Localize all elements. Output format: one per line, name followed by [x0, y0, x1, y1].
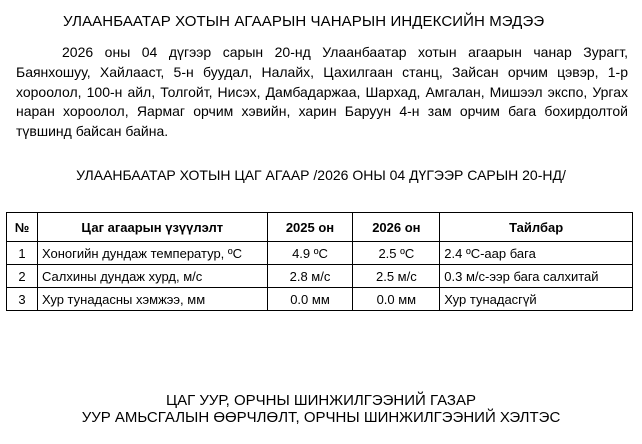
row-value-2026: 2.5 м/с — [353, 265, 440, 288]
document-title: УЛААНБААТАР ХОТЫН АГААРЫН ЧАНАРЫН ИНДЕКСИЙН МЭДЭЭ — [63, 13, 545, 30]
footer-department: УУР АМЬСГАЛЫН ӨӨРЧЛӨЛТ, ОРЧНЫ ШИНЖИЛГЭЭНИЙ ХЭЛТЭС — [81, 409, 561, 426]
row-note: Хур тунадасгүй — [440, 288, 633, 311]
header-indicator: Цаг агаарын үзүүлэлт — [37, 213, 267, 242]
row-number: 1 — [7, 242, 38, 265]
header-2025: 2025 он — [267, 213, 353, 242]
row-indicator: Хоногийн дундаж температур, ºC — [37, 242, 267, 265]
footer-organization: ЦАГ УУР, ОРЧНЫ ШИНЖИЛГЭЭНИЙ ГАЗАР — [165, 392, 476, 409]
row-number: 3 — [7, 288, 38, 311]
row-value-2026: 0.0 мм — [353, 288, 440, 311]
row-value-2025: 4.9 ºC — [267, 242, 353, 265]
row-number: 2 — [7, 265, 38, 288]
row-value-2025: 0.0 мм — [267, 288, 353, 311]
table-row — [7, 288, 633, 311]
header-note: Тайлбар — [440, 213, 633, 242]
weather-table — [6, 212, 633, 311]
row-note: 2.4 ºC-аар бага — [440, 242, 633, 265]
table-header-row — [7, 213, 633, 242]
row-value-2025: 2.8 м/с — [267, 265, 353, 288]
row-value-2026: 2.5 ºC — [353, 242, 440, 265]
header-2026: 2026 он — [353, 213, 440, 242]
header-number: № — [7, 213, 38, 242]
weather-section-title: УЛААНБААТАР ХОТЫН ЦАГ АГААР /2026 ОНЫ 04 ДҮГЭЭР САРЫН 20-НД/ — [76, 167, 566, 183]
table-row — [7, 242, 633, 265]
row-note: 0.3 м/с-ээр бага салхитай — [440, 265, 633, 288]
table-row — [7, 265, 633, 288]
air-quality-paragraph: 2026 оны 04 дүгээр сарын 20-нд Улаанбаатар хотын агаарын чанар Зурагт, Баянхошуу, Хайлааст, 5-н буудал, Налайх, Цахилгаан станц, Зайсан орчим цэвэр, 1-р хороолол, 100-н айл, Толгойт, Нисэх, Дамбадаржаа, Шархад, Амгалан, Мишээл экспо, Ургах наран хороолол, Яармаг орчим хэвийн, харин Баруун 4-н зам орчим бага бохирдолтой түвшинд байсан байна. — [16, 44, 628, 140]
row-indicator: Салхины дундаж хурд, м/с — [37, 265, 267, 288]
row-indicator: Хур тунадасны хэмжээ, мм — [37, 288, 267, 311]
